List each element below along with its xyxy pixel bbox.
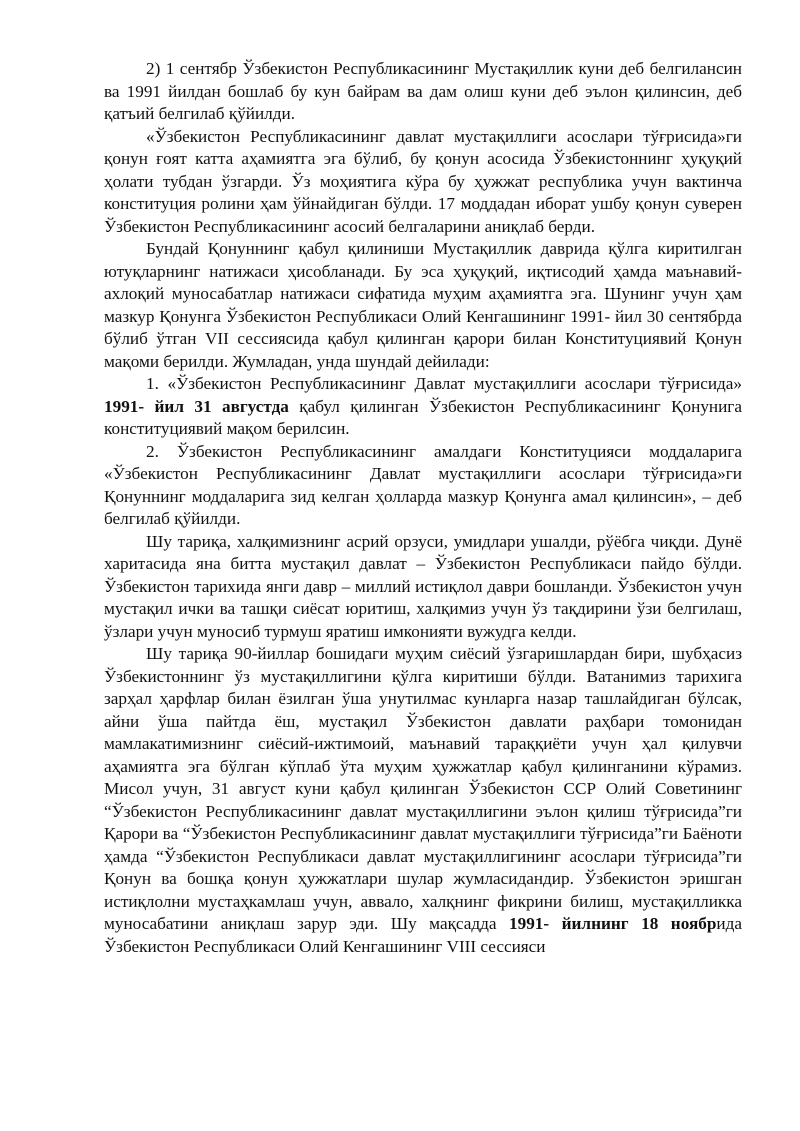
paragraph-1: [104, 58, 742, 126]
paragraph-text: 1. «Ўзбекистон Республикасининг Давлат мустақиллиги асослари тўғрисида»: [146, 374, 742, 393]
paragraph-text: 2) 1 сентябр Ўзбекистон Республикасининг Мустақиллик куни деб белгилансин ва 1991 йилдан бошлаб бу кун байрам ва дам олиш куни деб эълон қилинсин, деб қатъий белгилаб қўйилди.: [104, 59, 742, 123]
paragraph-text: ида Ўзбекистон Республикаси Олий Кенгашининг VIII сессияси: [104, 914, 742, 956]
paragraph-text: «Ўзбекистон Республикасининг давлат мустақиллиги асослари тўғрисида»ги қонун ғоят катта аҳамиятга эга бўлиб, бу қонун асосида Ўзбекистоннинг ҳуқуқий ҳолати тубдан ўзгарди. Ўз моҳиятига кўра бу ҳужжат республика учун вактинча конституция ролини ҳам ўйнайдиган бўлди. 17 моддадан иборат ушбу қонун суверен Ўзбекистон Республикасининг асосий белгаларини аниқлаб берди.: [104, 126, 742, 236]
paragraph-2: [104, 126, 742, 239]
bold-date: 1991- йил 31 августда: [104, 396, 289, 416]
paragraph-6: [104, 531, 742, 644]
paragraph-text: Шу тариқа 90-йиллар бошидаги муҳим сиёсий ўзгаришлардан бири, шубҳасиз Ўзбекистоннинг ўз мустақиллигини қўлга киритиши бўлди. Ватанимиз тарихига зарҳал ҳарфлар билан ёзилган ўша унутилмас кунларга назар ташлайдиган бўлсак, айни ўша пайтда ёш, мустақил Ўзбекистон давлати раҳбари томонидан мамлакатимизнинг сиёсий-ижтимоий, маънавий тараққиёти учун ҳал қилувчи аҳамиятга эга бўлган кўплаб ўта муҳим ҳужжатлар қабул қилинганини кўрамиз. Мисол учун, 31 август куни қабул қилинган Ўзбекистон ССР Олий Советининг “Ўзбекистон Республикасининг давлат мустақиллигини эълон қилиш тўғрисида”ги Қарори ва “Ўзбекистон Республикасининг давлат мустақиллиги тўғрисида”ги Баёноти ҳамда “Ўзбекистон Республикаси давлат мустақиллигининг асослари тўғрисида”ги Қонун ва бошқа қонун ҳужжатлари шулар жумласидандир. Ўзбекистон эришган истиқлолни мустаҳкамлаш учун, аввало, халқнинг фикрини билиш, мустақилликка муносабатини аниқлаш зарур эди. Шу мақсадда: [104, 644, 742, 933]
paragraph-text: 2. Ўзбекистон Республикасининг амалдаги Конституцияси моддаларига «Ўзбекистон Республикасининг Давлат мустақиллиги асослари тўғрисида»ги Қонуннинг моддаларига зид келган ҳолларда мазкур Қонунга амал қилинсин», – деб белгилаб қўйилди.: [104, 441, 742, 528]
paragraph-3: [104, 238, 742, 373]
paragraph-7: [104, 643, 742, 958]
bold-date: 1991- йилнинг 18 ноябр: [509, 914, 717, 933]
paragraph-5-decree-point-2: [104, 441, 742, 531]
paragraph-text: Шу тариқа, халқимизнинг асрий орзуси, умидлари ушалди, рўёбга чиқди. Дунё харитасида яна битта мустақил давлат – Ўзбекистон Республикаси пайдо бўлди. Ўзбекистон тарихида янги давр – миллий истиқлол даври бошланди. Ўзбекистон учун мустақил ички ва ташқи сиёсат юритиш, халқимиз учун ўз тақдирини ўзи белгилаш, ўзлари учун муносиб турмуш яратиш имконияти вужудга келди.: [104, 531, 742, 641]
paragraph-text: Бундай Қонуннинг қабул қилиниши Мустақиллик даврида қўлга киритилган ютуқларнинг натижаси ҳисобланади. Бу эса ҳуқуқий, иқтисодий ҳамда маънавий-ахлоқий муносабатлар натижаси сифатида муҳим аҳамиятга эга. Шунинг учун ҳам мазкур Қонунга Ўзбекистон Республикаси Олий Кенгашининг 1991- йил 30 сентябрда бўлиб ўтган VII сессиясида қабул қилинган қарори билан Конституциявий Қонун мақоми берилди. Жумладан, унда шундай дейилади:: [104, 239, 742, 371]
paragraph-text: қабул қилинган Ўзбекистон Республикасининг Қонунига конституциявий мақом берилсин.: [104, 396, 742, 438]
paragraph-4-decree-point-1: [104, 373, 742, 441]
